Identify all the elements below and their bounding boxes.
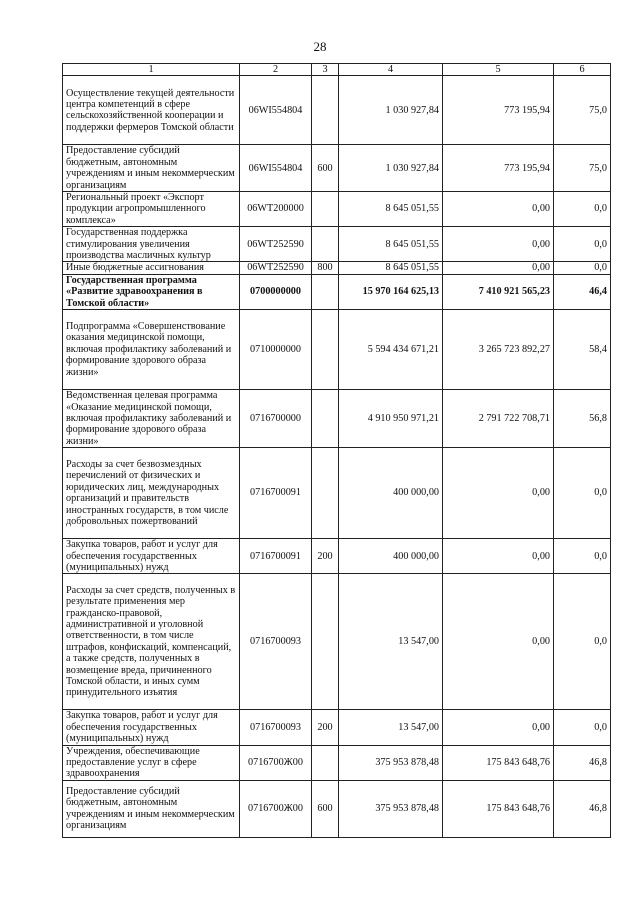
planned-amount: 8 645 051,55 <box>339 192 443 227</box>
execution-percent: 0,0 <box>554 192 611 227</box>
row-name: Предоставление субсидий бюджетным, автономным учреждениям и иным некоммерческим организациям <box>63 145 240 192</box>
execution-percent: 0,0 <box>554 448 611 539</box>
expense-type-code <box>312 390 339 448</box>
actual-amount: 0,00 <box>443 710 554 745</box>
target-article-code: 06WT252590 <box>240 227 312 262</box>
planned-amount: 1 030 927,84 <box>339 76 443 145</box>
execution-percent: 0,0 <box>554 710 611 745</box>
expense-type-code <box>312 227 339 262</box>
planned-amount: 375 953 878,48 <box>339 780 443 837</box>
table-row <box>63 192 611 227</box>
planned-amount: 8 645 051,55 <box>339 262 443 274</box>
execution-percent: 0,0 <box>554 227 611 262</box>
execution-percent: 46,8 <box>554 745 611 780</box>
column-header: 4 <box>339 64 443 76</box>
actual-amount: 0,00 <box>443 448 554 539</box>
actual-amount: 0,00 <box>443 192 554 227</box>
expense-type-code <box>312 574 339 710</box>
budget-table <box>62 63 611 838</box>
row-name: Ведомственная целевая программа «Оказание медицинской помощи, включая профилактику заболеваний и формирование здорового образа жизни» <box>63 390 240 448</box>
table-row <box>63 574 611 710</box>
row-name: Учреждения, обеспечивающие предоставление услуг в сфере здравоохранения <box>63 745 240 780</box>
table-row <box>63 145 611 192</box>
actual-amount: 7 410 921 565,23 <box>443 274 554 309</box>
execution-percent: 0,0 <box>554 539 611 574</box>
row-name: Осуществление текущей деятельности центра компетенций в сфере сельскохозяйственной кооперации и поддержки фермеров Томской области <box>63 76 240 145</box>
actual-amount: 3 265 723 892,27 <box>443 310 554 390</box>
target-article-code: 0710000000 <box>240 310 312 390</box>
column-header: 6 <box>554 64 611 76</box>
expense-type-code <box>312 274 339 309</box>
expense-type-code: 200 <box>312 539 339 574</box>
row-name: Предоставление субсидий бюджетным, автономным учреждениям и иным некоммерческим организациям <box>63 780 240 837</box>
table-row <box>63 310 611 390</box>
expense-type-code <box>312 448 339 539</box>
column-header: 3 <box>312 64 339 76</box>
planned-amount: 400 000,00 <box>339 448 443 539</box>
expense-type-code <box>312 76 339 145</box>
planned-amount: 4 910 950 971,21 <box>339 390 443 448</box>
table-row <box>63 710 611 745</box>
table-row <box>63 745 611 780</box>
row-name: Расходы за счет безвозмездных перечислений от физических и юридических лиц, международных организаций и правительств иностранных государств, в том числе добровольных пожертвований <box>63 448 240 539</box>
target-article-code: 0700000000 <box>240 274 312 309</box>
target-article-code: 06WI554804 <box>240 76 312 145</box>
target-article-code: 06WI554804 <box>240 145 312 192</box>
planned-amount: 15 970 164 625,13 <box>339 274 443 309</box>
row-name: Региональный проект «Экспорт продукции агропромышленного комплекса» <box>63 192 240 227</box>
execution-percent: 75,0 <box>554 145 611 192</box>
column-header: 2 <box>240 64 312 76</box>
expense-type-code <box>312 745 339 780</box>
row-name: Подпрограмма «Совершенствование оказания медицинской помощи, включая профилактику заболеваний и формирование здорового образа жизни» <box>63 310 240 390</box>
planned-amount: 5 594 434 671,21 <box>339 310 443 390</box>
actual-amount: 0,00 <box>443 574 554 710</box>
expense-type-code <box>312 310 339 390</box>
target-article-code: 0716700Ж00 <box>240 780 312 837</box>
target-article-code: 0716700091 <box>240 448 312 539</box>
planned-amount: 400 000,00 <box>339 539 443 574</box>
table-row <box>63 227 611 262</box>
actual-amount: 175 843 648,76 <box>443 745 554 780</box>
row-name: Иные бюджетные ассигнования <box>63 262 240 274</box>
row-name: Государственная поддержка стимулирования увеличения производства масличных культур <box>63 227 240 262</box>
planned-amount: 13 547,00 <box>339 710 443 745</box>
planned-amount: 1 030 927,84 <box>339 145 443 192</box>
execution-percent: 46,8 <box>554 780 611 837</box>
expense-type-code: 600 <box>312 780 339 837</box>
target-article-code: 0716700091 <box>240 539 312 574</box>
expense-type-code: 200 <box>312 710 339 745</box>
actual-amount: 773 195,94 <box>443 145 554 192</box>
planned-amount: 8 645 051,55 <box>339 227 443 262</box>
column-header: 5 <box>443 64 554 76</box>
target-article-code: 0716700000 <box>240 390 312 448</box>
execution-percent: 0,0 <box>554 574 611 710</box>
target-article-code: 0716700093 <box>240 574 312 710</box>
table-row <box>63 390 611 448</box>
table-row <box>63 262 611 274</box>
planned-amount: 375 953 878,48 <box>339 745 443 780</box>
table-row <box>63 274 611 309</box>
target-article-code: 06WT252590 <box>240 262 312 274</box>
execution-percent: 56,8 <box>554 390 611 448</box>
table-row <box>63 539 611 574</box>
target-article-code: 06WT200000 <box>240 192 312 227</box>
column-header: 1 <box>63 64 240 76</box>
expense-type-code: 800 <box>312 262 339 274</box>
expense-type-code: 600 <box>312 145 339 192</box>
actual-amount: 0,00 <box>443 262 554 274</box>
planned-amount: 13 547,00 <box>339 574 443 710</box>
execution-percent: 46,4 <box>554 274 611 309</box>
execution-percent: 0,0 <box>554 262 611 274</box>
table-row <box>63 780 611 837</box>
actual-amount: 0,00 <box>443 539 554 574</box>
actual-amount: 2 791 722 708,71 <box>443 390 554 448</box>
actual-amount: 773 195,94 <box>443 76 554 145</box>
target-article-code: 0716700Ж00 <box>240 745 312 780</box>
execution-percent: 58,4 <box>554 310 611 390</box>
target-article-code: 0716700093 <box>240 710 312 745</box>
row-name: Государственная программа «Развитие здравоохранения в Томской области» <box>63 274 240 309</box>
row-name: Закупка товаров, работ и услуг для обеспечения государственных (муниципальных) нужд <box>63 710 240 745</box>
row-name: Расходы за счет средств, полученных в результате применения мер гражданско-правовой, административной и уголовной ответственности, в том числе штрафов, конфискаций, компенсаций, а также средств, полученных в возмещение вреда, причиненного Томской области, и иных сумм принудительного изъятия <box>63 574 240 710</box>
row-name: Закупка товаров, работ и услуг для обеспечения государственных (муниципальных) нужд <box>63 539 240 574</box>
expense-type-code <box>312 192 339 227</box>
execution-percent: 75,0 <box>554 76 611 145</box>
table-row <box>63 448 611 539</box>
actual-amount: 0,00 <box>443 227 554 262</box>
table-body <box>63 76 611 837</box>
column-number-row <box>63 64 611 76</box>
actual-amount: 175 843 648,76 <box>443 780 554 837</box>
table-row <box>63 76 611 145</box>
page-number: 28 <box>313 39 327 54</box>
